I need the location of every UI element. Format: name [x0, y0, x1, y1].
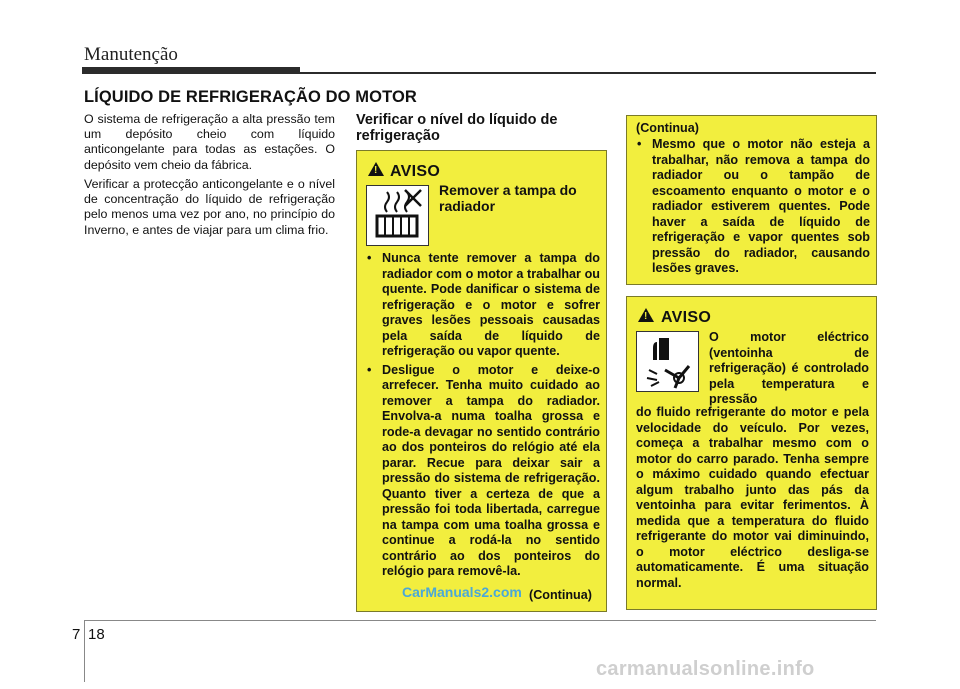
- footer-divider: [84, 620, 85, 682]
- sub-heading: Verificar o nível do líquido de refrigeração: [356, 112, 558, 144]
- warning-box-radiator-cap: [356, 150, 607, 612]
- warning-bullet-2: • Desligue o motor e deixe-o arrefecer. Tenha muito cuidado ao remover a tampa do radiador. Envolva-a numa toalha grossa e rode-a devagar no sentido contrário ao dos ponteiros do relógio até ela parar. Recue para deixar sair a pressão do sistema de refrigeração. Quanto tiver a certeza de que a pressão foi toda libertada, carregue na tampa com uma toalha grossa e continue a rodá-la no sentido contrário ao dos ponteiros do relógio para removê-la.: [362, 363, 600, 580]
- header-rule: [300, 72, 876, 74]
- radiator-steam-icon: [366, 185, 429, 246]
- continued-label: (Continua): [529, 588, 592, 602]
- warning-bullet-list: [362, 251, 600, 580]
- warning-label: AVISO: [390, 163, 441, 180]
- warning-triangle-icon: [638, 308, 654, 322]
- intro-paragraph-1: O sistema de refrigeração a alta pressão tem um depósito cheio com líquido anticongelante para todas as estações. O depósito vem cheio da fábrica.: [84, 112, 335, 172]
- warning-label: AVISO: [661, 309, 712, 326]
- chapter-number: 7: [72, 626, 81, 643]
- warning-text-lead: O motor eléctrico (ventoinha de refrigeração) é controlado pela temperatura e pressão: [709, 330, 869, 406]
- warning-triangle-icon: [368, 162, 384, 176]
- page-number: 18: [88, 626, 105, 643]
- warning-text-body: do fluido refrigerante do motor e pela velocidade do veículo. Por vezes, começa a trabalhar mesmo com o motor do carro parado. Tenha sempre o máximo cuidado quando efectuar algum trabalho junto das pás da ventoinha para evitar ferimentos. À medida que a temperatura do fluido refrigerante do motor vai diminuindo, o motor eléctrico desliga-se automaticamente. É uma situação normal.: [636, 405, 869, 590]
- warning-bullet-1: • Nunca tente remover a tampa do radiador com o motor a trabalhar ou quente. Pode danificar o sistema de refrigeração e o motor e sofrer graves lesões pessoais causadas pela saída de líquido de refrigeração ou vapor quente.: [362, 251, 600, 360]
- header-label: Manutenção: [84, 44, 178, 65]
- continued-label: (Continua): [636, 121, 699, 135]
- header-bar: [82, 67, 300, 74]
- warning-title: Remover a tampa do radiador: [439, 182, 577, 214]
- hand-fan-icon: [636, 331, 699, 392]
- watermark-carmanualsonline: carmanualsonline.info: [596, 658, 815, 680]
- intro-paragraph-2: Verificar a protecção anticongelante e o nível de concentração do líquido de refrigeração pelo menos uma vez por ano, no princípio do Inverno, e antes de viajar para um clima frio.: [84, 177, 335, 237]
- watermark-carmanuals2: CarManuals2.com: [402, 584, 522, 600]
- warning-box-continued: [626, 115, 877, 285]
- section-title: LÍQUIDO DE REFRIGERAÇÃO DO MOTOR: [84, 88, 417, 106]
- footer-rule: [84, 620, 876, 621]
- warning-box-fan: [626, 296, 877, 610]
- warning-bullet-list: [632, 137, 870, 277]
- warning-bullet: • Mesmo que o motor não esteja a trabalhar, não remova a tampa do radiador ou o tampão de escoamento enquanto o motor e o radiador estiverem quentes. Pode haver a saída de líquido de refrigeração e vapor quentes sob pressão do radiador, causando lesões graves.: [632, 137, 870, 277]
